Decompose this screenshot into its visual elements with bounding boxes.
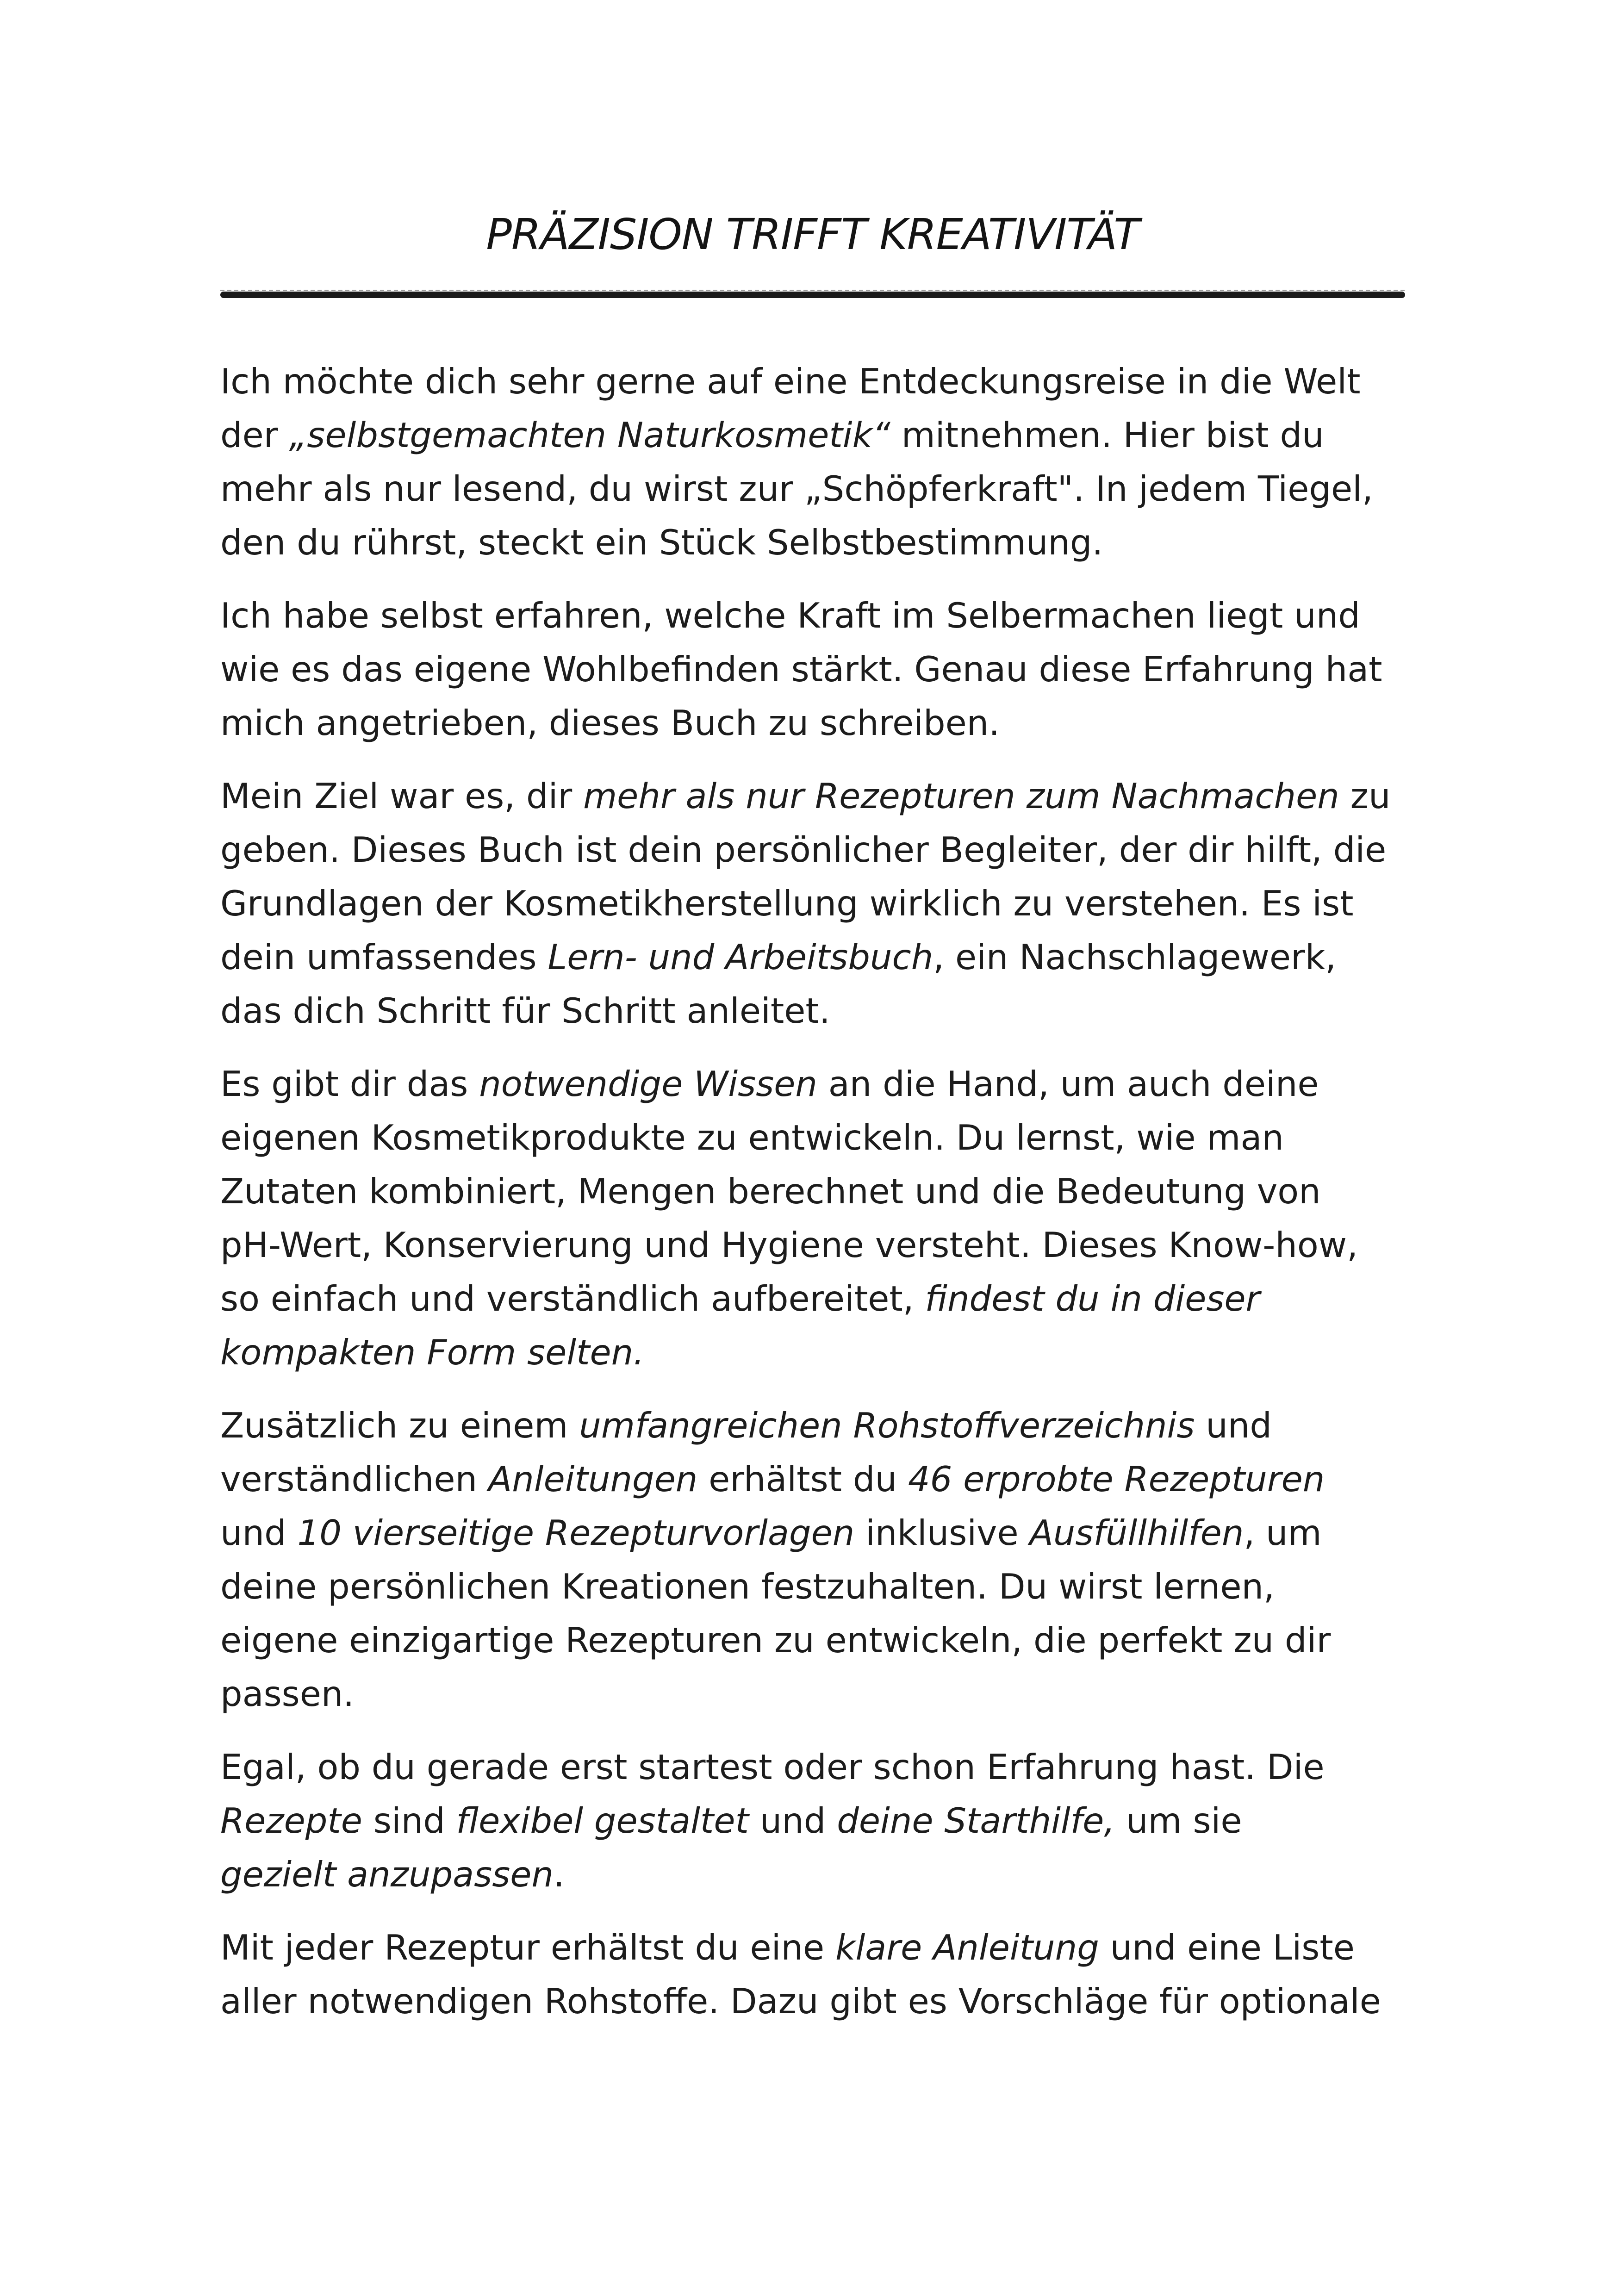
text-segment: der — [220, 415, 289, 455]
text-line — [220, 1325, 1405, 1379]
text-segment: mitnehmen. Hier bist du — [890, 415, 1324, 455]
title-underline-rule — [220, 292, 1405, 298]
text-line — [220, 984, 1405, 1038]
text-line — [220, 1974, 1405, 2028]
emphasis-text: mehr als nur Rezepturen zum Nachmachen — [583, 776, 1339, 816]
text-segment: Mein Ziel war es, dir — [220, 776, 584, 816]
text-line — [220, 1057, 1405, 1111]
text-segment: den du rührst, steckt ein Stück Selbstbestimmung. — [220, 522, 1103, 563]
text-line — [220, 1560, 1405, 1613]
emphasis-text: „selbstgemachten Naturkosmetik“ — [289, 415, 890, 455]
text-line — [220, 408, 1405, 462]
text-segment: und eine Liste — [1099, 1927, 1355, 1968]
emphasis-text: Anleitungen — [488, 1459, 698, 1500]
text-segment: so einfach und verständlich aufbereitet, — [220, 1278, 925, 1319]
text-line — [220, 1921, 1405, 1974]
paragraph — [220, 1057, 1405, 1379]
text-segment: eigene einzigartige Rezepturen zu entwickeln, die perfekt zu dir — [220, 1620, 1331, 1661]
paragraph — [220, 355, 1405, 569]
text-segment: passen. — [220, 1674, 355, 1714]
text-segment: Zusätzlich zu einem — [220, 1405, 579, 1446]
emphasis-text: gezielt anzupassen — [220, 1854, 554, 1895]
text-line — [220, 589, 1405, 642]
emphasis-text: findest du in dieser — [925, 1278, 1260, 1319]
emphasis-text: deine Starthilfe, — [837, 1800, 1115, 1841]
text-line — [220, 1218, 1405, 1272]
paragraph — [220, 769, 1405, 1038]
text-segment: und — [220, 1512, 298, 1553]
text-line — [220, 823, 1405, 877]
text-line — [220, 1399, 1405, 1452]
text-line — [220, 769, 1405, 823]
text-segment: mich angetrieben, dieses Buch zu schreiben. — [220, 703, 1000, 743]
text-line — [220, 1667, 1405, 1721]
text-line — [220, 1452, 1405, 1506]
text-segment: Zutaten kombiniert, Mengen berechnet und die Bedeutung von — [220, 1171, 1321, 1212]
emphasis-text: Ausfüllhilfen — [1029, 1512, 1244, 1553]
text-segment: geben. Dieses Buch ist dein persönlicher Begleiter, der dir hilft, die — [220, 829, 1387, 870]
paragraph-gap — [220, 1038, 1405, 1057]
text-segment: und — [1195, 1405, 1272, 1446]
text-segment: Es gibt dir das — [220, 1064, 479, 1104]
paragraph-gap — [220, 750, 1405, 769]
text-segment: und — [748, 1800, 837, 1841]
text-line — [220, 516, 1405, 569]
text-segment: zu — [1339, 776, 1391, 816]
paragraph — [220, 1921, 1405, 2028]
text-line — [220, 1613, 1405, 1667]
title-rule-edge — [220, 290, 1405, 291]
text-line — [220, 462, 1405, 516]
text-segment: verständlichen — [220, 1459, 488, 1500]
paragraph — [220, 1740, 1405, 1901]
text-segment: Egal, ob du gerade erst startest oder schon Erfahrung hast. Die — [220, 1747, 1325, 1787]
text-segment: Ich möchte dich sehr gerne auf eine Entdeckungsreise in die Welt — [220, 361, 1361, 402]
paragraph-gap — [220, 569, 1405, 589]
emphasis-text: umfangreichen Rohstoffverzeichnis — [579, 1405, 1195, 1446]
paragraph-gap — [220, 1901, 1405, 1921]
text-line — [220, 877, 1405, 930]
emphasis-text: 10 vierseitige Rezepturvorlagen — [297, 1512, 855, 1553]
text-line — [220, 1848, 1405, 1901]
text-segment: aller notwendigen Rohstoffe. Dazu gibt es Vorschläge für optionale — [220, 1981, 1381, 2022]
text-segment: sind — [362, 1800, 456, 1841]
text-segment: , ein Nachschlagewerk, — [933, 937, 1337, 977]
text-segment: Ich habe selbst erfahren, welche Kraft im Selbermachen liegt und — [220, 595, 1360, 636]
text-segment: deine persönlichen Kreationen festzuhalten. Du wirst lernen, — [220, 1566, 1275, 1607]
text-line — [220, 1164, 1405, 1218]
emphasis-text: kompakten Form selten. — [220, 1332, 645, 1373]
text-segment: mehr als nur lesend, du wirst zur „Schöpferkraft". In jedem Tiegel, — [220, 468, 1373, 509]
text-line — [220, 1794, 1405, 1848]
emphasis-text: Rezepte — [220, 1800, 362, 1841]
body-text — [220, 355, 1405, 2028]
text-line — [220, 696, 1405, 750]
text-segment: Grundlagen der Kosmetikherstellung wirklich zu verstehen. Es ist — [220, 883, 1354, 924]
text-line — [220, 930, 1405, 984]
text-segment: , um — [1244, 1512, 1322, 1553]
emphasis-text: notwendige Wissen — [479, 1064, 817, 1104]
text-segment: erhältst du — [697, 1459, 908, 1500]
text-segment: dein umfassendes — [220, 937, 548, 977]
text-segment: inklusive — [854, 1512, 1030, 1553]
emphasis-text: flexibel gestaltet — [456, 1800, 749, 1841]
page-title: PRÄZISION TRIFFT KREATIVITÄT — [486, 210, 1139, 259]
paragraph-gap — [220, 1721, 1405, 1740]
paragraph — [220, 589, 1405, 750]
emphasis-text: klare Anleitung — [835, 1927, 1099, 1968]
text-line — [220, 1740, 1405, 1794]
emphasis-text: 46 erprobte Rezepturen — [908, 1459, 1325, 1500]
text-segment: eigenen Kosmetikprodukte zu entwickeln. Du lernst, wie man — [220, 1117, 1284, 1158]
text-line — [220, 1272, 1405, 1325]
text-segment: wie es das eigene Wohlbefinden stärkt. Genau diese Erfahrung hat — [220, 649, 1382, 690]
text-line — [220, 355, 1405, 408]
text-segment: das dich Schritt für Schritt anleitet. — [220, 990, 830, 1031]
text-line — [220, 642, 1405, 696]
text-line — [220, 1111, 1405, 1164]
text-segment: Mit jeder Rezeptur erhältst du eine — [220, 1927, 836, 1968]
text-segment: um sie — [1115, 1800, 1242, 1841]
text-line — [220, 1506, 1405, 1560]
paragraph-gap — [220, 1379, 1405, 1399]
text-segment: pH-Wert, Konservierung und Hygiene versteht. Dieses Know-how, — [220, 1225, 1358, 1265]
emphasis-text: Lern- und Arbeitsbuch — [548, 937, 933, 977]
text-segment: . — [553, 1854, 565, 1895]
paragraph — [220, 1399, 1405, 1721]
text-segment: an die Hand, um auch deine — [817, 1064, 1319, 1104]
